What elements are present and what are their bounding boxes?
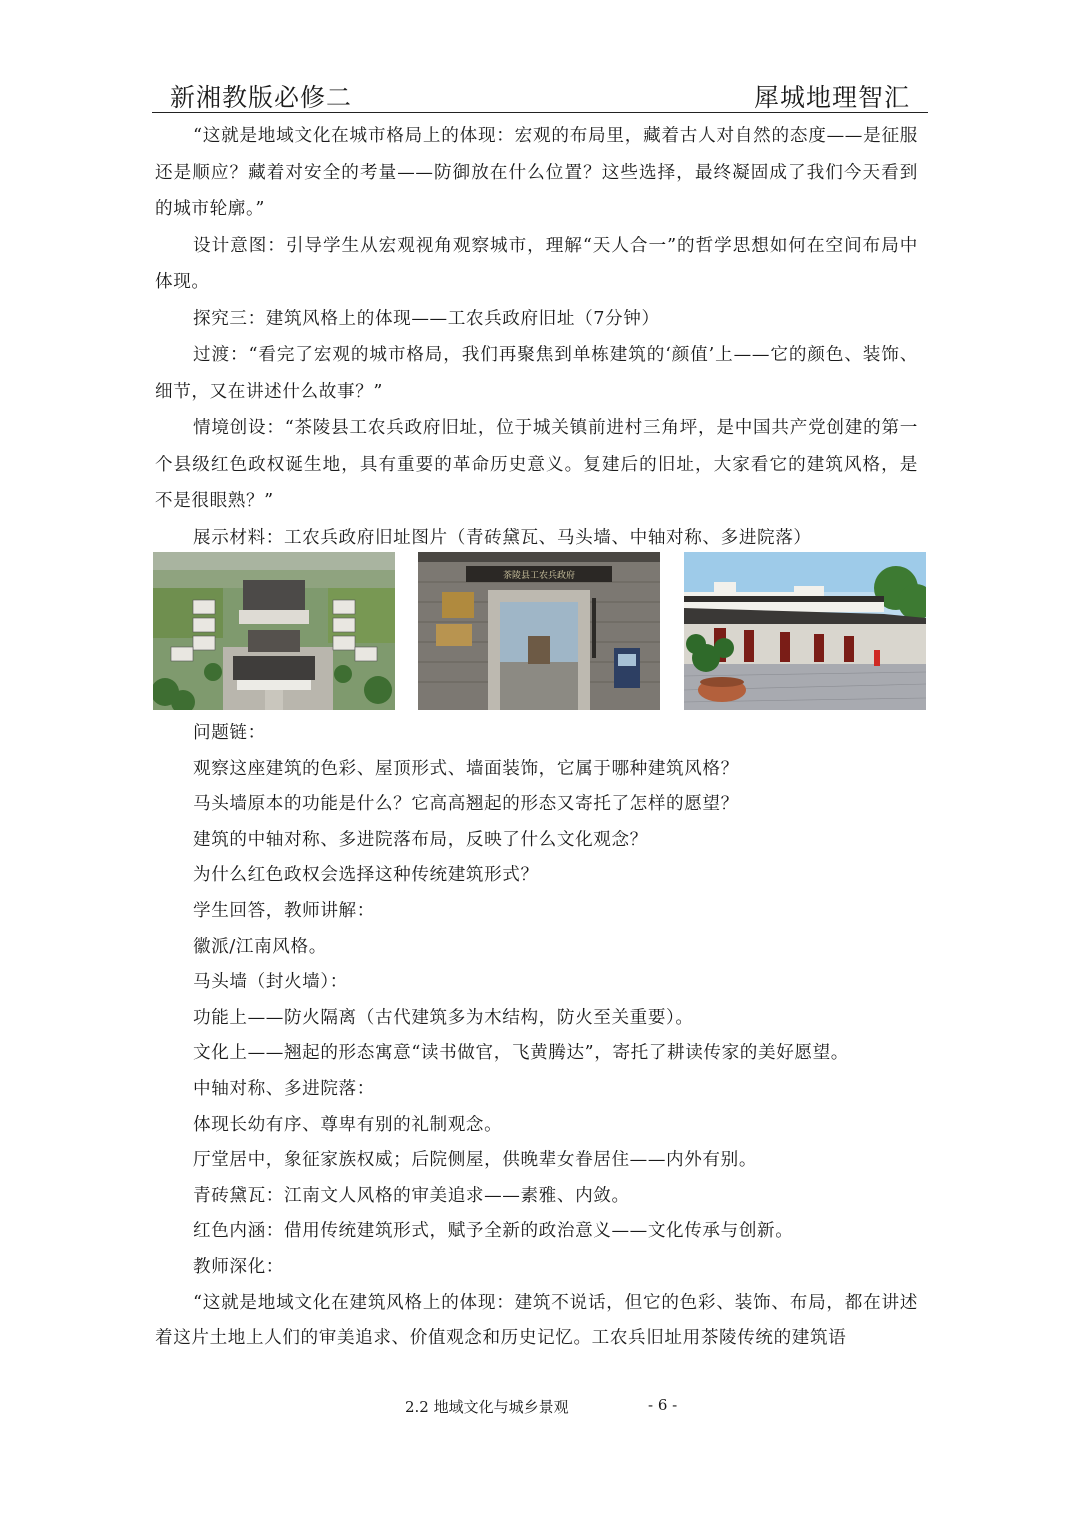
horse-head-wall-photo — [684, 552, 926, 710]
answer-item: 马头墙（封火墙）： — [193, 972, 348, 993]
answer-item: 功能上——防火隔离（古代建筑多为木结构，防火至关重要）。 — [193, 1007, 694, 1028]
answer-item: 红色内涵：借用传统建筑形式，赋予全新的政治意义——文化传承与创新。 — [193, 1221, 794, 1242]
header-book-title: 新湘教版必修二 — [170, 83, 353, 112]
page-header — [152, 76, 928, 113]
paragraph-student-answer: 学生回答，教师讲解： — [193, 900, 375, 921]
question-item: 建筑的中轴对称、多进院落布局，反映了什么文化观念？ — [193, 829, 648, 850]
answer-item: 青砖黛瓦：江南文人风格的审美追求——素雅、内敛。 — [193, 1185, 630, 1206]
paragraph-materials: 展示材料：工农兵政府旧址图片（青砖黛瓦、马头墙、中轴对称、多进院落） — [193, 527, 812, 548]
answer-item: 文化上——翘起的形态寓意“读书做官，飞黄腾达”，寄托了耕读传家的美好愿望。 — [193, 1043, 849, 1064]
photo-strip — [153, 552, 926, 710]
answer-item: 厅堂居中，象征家族权威；后院侧屋，供晚辈女眷居住——内外有别。 — [193, 1150, 758, 1171]
body-text-bottom — [155, 716, 918, 1357]
paragraph-inquiry-three: 探究三：建筑风格上的体现——工农兵政府旧址（7分钟） — [193, 308, 660, 329]
aerial-compound-photo — [153, 552, 395, 710]
paragraph-quote-city: “这就是地域文化在城市格局上的体现：宏观的布局里，藏着古人对自然的态度——是征服还是顺应？藏着对安全的考量——防御放在什么位置？这些选择，最终凝固成了我们今天看到的城市轮廓。” — [155, 126, 918, 219]
header-publisher: 犀城地理智汇 — [753, 83, 910, 112]
paragraph-scenario: 情境创设：“茶陵县工农兵政府旧址，位于城关镇前进村三角坪，是中国共产党创建的第一个县级红色政权诞生地，具有重要的革命历史意义。复建后的旧址，大家看它的建筑风格，是不是很眼熟？” — [155, 418, 918, 511]
question-item: 为什么红色政权会选择这种传统建筑形式？ — [193, 865, 539, 886]
page-footer — [0, 1396, 1080, 1420]
question-item: 马头墙原本的功能是什么？它高高翘起的形态又寄托了怎样的愿望？ — [193, 794, 739, 815]
paragraph-transition: 过渡：“看完了宏观的城市格局，我们再聚焦到单栋建筑的‘颜值’上——它的颜色、装饰、细节，又在讲述什么故事？” — [155, 345, 918, 402]
paragraph-quote-architecture: “这就是地域文化在建筑风格上的体现：建筑不说话，但它的色彩、装饰、布局，都在讲述着这片土地上人们的审美追求、价值观念和历史记忆。工农兵旧址用茶陵传统的建筑语 — [155, 1292, 918, 1349]
paragraph-question-chain: 问题链： — [193, 723, 266, 743]
body-text-top — [155, 118, 918, 556]
paragraph-teacher-deepen: 教师深化： — [193, 1256, 284, 1277]
answer-item: 体现长幼有序、尊卑有别的礼制观念。 — [193, 1114, 503, 1135]
answer-item: 徽派/江南风格。 — [193, 936, 327, 957]
gate-sign-text: 茶陵县工农兵政府 — [502, 571, 576, 581]
paragraph-design-intent: 设计意图：引导学生从宏观视角观察城市，理解“天人合一”的哲学思想如何在空间布局中体现。 — [155, 235, 918, 292]
gate-plaque-photo — [418, 552, 660, 710]
answer-item: 中轴对称、多进院落： — [193, 1078, 375, 1099]
footer-page-number: - 6 - — [648, 1396, 678, 1414]
footer-section-title: 2.2 地域文化与城乡景观 — [405, 1398, 569, 1416]
question-item: 观察这座建筑的色彩、屋顶形式、墙面装饰，它属于哪种建筑风格？ — [193, 758, 739, 779]
